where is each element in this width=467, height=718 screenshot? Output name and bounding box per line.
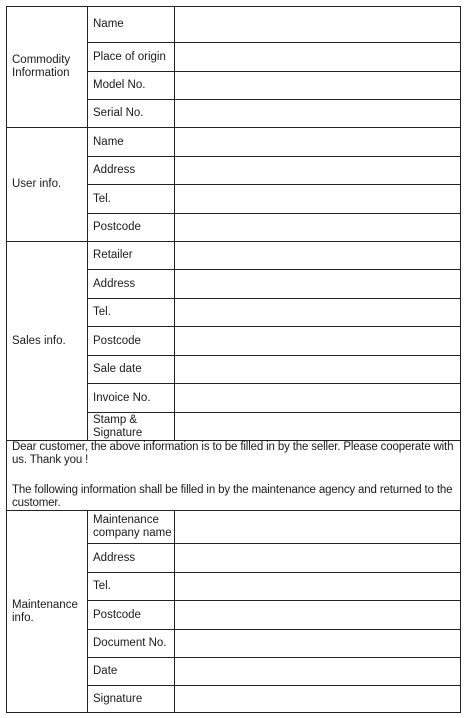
user-tel-field[interactable] xyxy=(175,185,461,214)
sales-postcode-field[interactable] xyxy=(175,327,461,356)
maintenance-date-field[interactable] xyxy=(175,658,461,686)
notice-line-seller: Dear customer, the above information is to be filled in by the seller. Please cooperate with us. Thank you ! xyxy=(12,441,454,466)
user-address-field[interactable] xyxy=(175,157,461,185)
sales-tel-field[interactable] xyxy=(175,299,461,327)
maintenance-postcode-field[interactable] xyxy=(175,601,461,630)
field-label-model-no: Model No. xyxy=(88,72,175,100)
field-label-invoice-no: Invoice No. xyxy=(88,384,175,413)
maintenance-row-company xyxy=(7,511,461,544)
place-of-origin-field[interactable] xyxy=(175,43,461,72)
field-label-maintenance-address: Address xyxy=(88,544,175,573)
sales-section-label: Sales info. xyxy=(7,242,88,441)
field-label-sales-tel: Tel. xyxy=(88,299,175,327)
field-label-sales-address: Address xyxy=(88,270,175,299)
field-label-stamp-signature: Stamp & Signature xyxy=(88,413,175,441)
field-label-user-postcode: Postcode xyxy=(88,214,175,242)
retailer-field[interactable] xyxy=(175,242,461,270)
field-label-commodity-name: Name xyxy=(88,7,175,43)
model-no-field[interactable] xyxy=(175,72,461,100)
document-no-field[interactable] xyxy=(175,630,461,658)
user-postcode-field[interactable] xyxy=(175,214,461,242)
warranty-form-table xyxy=(6,6,461,713)
notice-row xyxy=(7,441,461,511)
field-label-maintenance-date: Date xyxy=(88,658,175,686)
field-label-sale-date: Sale date xyxy=(88,356,175,384)
commodity-name-field[interactable] xyxy=(175,7,461,43)
commodity-section-label: Commodity Information xyxy=(7,7,88,128)
field-label-place-of-origin: Place of origin xyxy=(88,43,175,72)
field-label-maintenance-tel: Tel. xyxy=(88,573,175,601)
user-row-name xyxy=(7,128,461,157)
user-name-field[interactable] xyxy=(175,128,461,157)
user-section-label: User info. xyxy=(7,128,88,242)
field-label-maintenance-postcode: Postcode xyxy=(88,601,175,630)
field-label-maintenance-company: Maintenance company name xyxy=(88,511,175,544)
stamp-signature-field[interactable] xyxy=(175,413,461,441)
sale-date-field[interactable] xyxy=(175,356,461,384)
maintenance-section-label: Maintenance info. xyxy=(7,511,88,713)
maintenance-signature-field[interactable] xyxy=(175,686,461,713)
field-label-document-no: Document No. xyxy=(88,630,175,658)
notice-box xyxy=(7,441,461,511)
sales-address-field[interactable] xyxy=(175,270,461,299)
notice-line-maintenance: The following information shall be filled in by the maintenance agency and returned to the customer. xyxy=(12,484,453,509)
field-label-retailer: Retailer xyxy=(88,242,175,270)
field-label-maintenance-signature: Signature xyxy=(88,686,175,713)
invoice-no-field[interactable] xyxy=(175,384,461,413)
maintenance-tel-field[interactable] xyxy=(175,573,461,601)
field-label-sales-postcode: Postcode xyxy=(88,327,175,356)
serial-no-field[interactable] xyxy=(175,100,461,128)
maintenance-company-field[interactable] xyxy=(175,511,461,544)
field-label-serial-no: Serial No. xyxy=(88,100,175,128)
field-label-user-name: Name xyxy=(88,128,175,157)
maintenance-address-field[interactable] xyxy=(175,544,461,573)
field-label-user-address: Address xyxy=(88,157,175,185)
sales-row-retailer xyxy=(7,242,461,270)
field-label-user-tel: Tel. xyxy=(88,185,175,214)
commodity-row-name xyxy=(7,7,461,43)
